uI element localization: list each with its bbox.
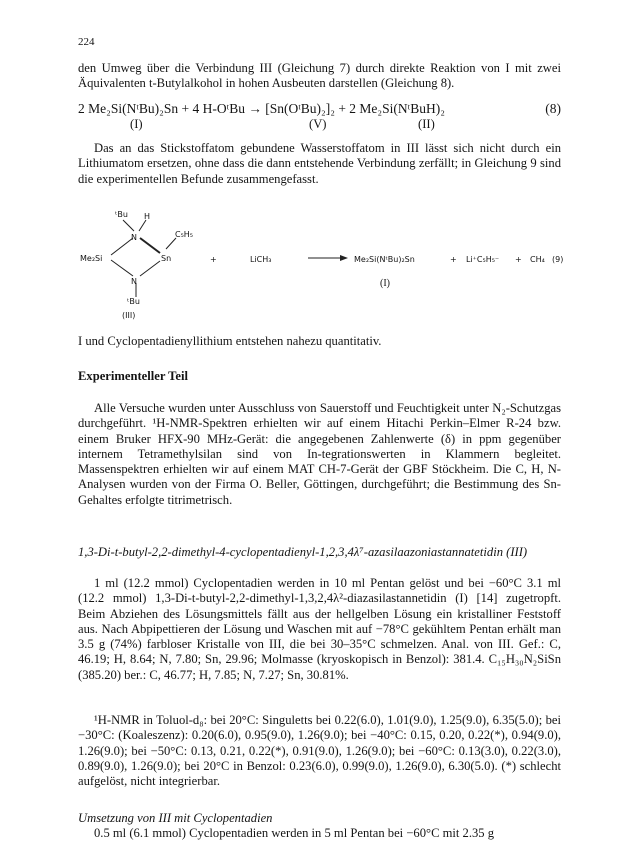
paragraph-nmr: ¹H-NMR in Toluol-d₈: bei 20°C: Singuletts bei 0.22(6.0), 1.01(9.0), 1.25(9.0), 6.35(5.0); bei −30°C: (Koaleszenz): 0.20(6.0), 0.95(9.0), 1.26(9.0); bei −40°C: 0.15, 0.20, 0.22(*), 0.94(9.0), 1.26(9.0); bei −50°C: 0.13, 0.21, 0.22(*), 0.91(9.0), 1.26(9.0); bei −60°C: 0.13(3.0), 0.22(3.0), 0.89(9.0), 1.26(9.0); bei 20°C in Benzol: 0.23(6.0), 0.99(9.0), 1.26(9.0), 6.30(5.0). (*) schlecht aufgelöst, nicht integrierbar.: [78, 713, 561, 789]
subheading-reaction: Umsetzung von III mit Cyclopentadien: [78, 811, 273, 825]
paragraph-result: I und Cyclopentadienyllithium entstehen nahezu quantitativ.: [78, 334, 382, 348]
bond-si-n-upper: [111, 238, 133, 255]
bond-si-n-lower: [111, 260, 133, 276]
plus-sign-1: +: [210, 255, 217, 264]
paragraph-nitrogen: Das an das Stickstoffatom gebundene Wasserstoffatom in III lässt sich nicht durch ein Lithiumatom ersetzen, ohne dass die dann entstehende Verbindung zerfällt; in Gleichung 9 sind die experimentellen Befunde zusammengefasst.: [78, 141, 561, 186]
label-me2si: Me₂Si: [80, 254, 103, 263]
label-tbu-bottom: ᵗBu: [127, 297, 140, 306]
arrow-head: [340, 255, 348, 261]
product-i: Me₂Si(NᵗBu)₂Sn: [354, 255, 415, 264]
label-n-lower: N: [131, 277, 137, 286]
page-number: 224: [78, 36, 95, 48]
paragraph-intro: den Umweg über die Verbindung III (Gleichung 7) durch direkte Reaktion von I mit zwei Äquivalenten t-Butylalkohol in hohen Ausbeuten darstellen (Gleichung 8).: [78, 61, 561, 91]
equation-8-label-2: (V): [309, 117, 327, 131]
label-n-upper: N: [131, 233, 137, 242]
equation-8-text: 2 Me₂Si(NᵗBu)₂Sn + 4 H-OᵗBu → [Sn(OᵗBu)₂]₂ + 2 Me₂Si(NᵗBuH)₂: [78, 101, 445, 116]
paragraph-synthesis-iii: 1 ml (12.2 mmol) Cyclopentadien werden in 10 ml Pentan gelöst und bei −60°C 3.1 ml (12.2 mmol) 1,3-Di-t-butyl-2,2-dimethyl-1,3,2,4λ²-diazasilastannetidin (I) [14] zugetropft. Beim Abziehen des Lösungsmittels fällt aus der hellgelben Lösung ein kristalliner Feststoff aus. Nach Abpipettieren der Lösung und Waschen mit auf −78°C gekühltem Pentan erhält man 3.5 g (74%) farbloser Kristalle von III, die bei 30–35°C schmelzen. Anal. von III. Gef.: C, 46.19; H, 8.64; N, 7.80; Sn, 29.96; Molmasse (kryoskopisch in Benzol): 381.4. C₁₅H₃₀N₂SiSn (385.20) ber.: C, 46.77; H, 7.85; N, 7.27; Sn, 30.81%.: [78, 576, 561, 682]
bond-n-sn-upper: [140, 238, 160, 253]
product-i-label: (I): [380, 278, 390, 289]
bond-n-sn-lower: [140, 261, 160, 276]
product-li-c5h5: Li⁺C₅H₅⁻: [466, 255, 500, 264]
compound-label-iii: (III): [122, 311, 136, 320]
paragraph-experimental: Alle Versuche wurden unter Ausschluss von Sauerstoff und Feuchtigkeit unter N₂-Schutzgas durchgeführt. ¹H-NMR-Spektren erhielten wir auf einem Hitachi Perkin–Elmer R-24 bzw. einem Bruker HFX-90 MHz-Gerät: die angegebenen Zahlenwerte (δ) in ppm gegenüber internem Tetramethylsilan sind von In-tegrationswerten in Klammern begleitet. Massenspektren erhielten wir auf einem MAT CH-7-Gerät der GBF Stöckheim. Die C, H, N-Analysen wurden von der Firma O. Beller, Göttingen, durchgeführt; die Bestimmung des Sn-Gehaltes erfolgte titrimetrisch.: [78, 401, 561, 507]
product-ch4: CH₄: [530, 255, 545, 264]
label-c5h5: C₅H₅: [175, 230, 194, 239]
label-h: H: [144, 212, 151, 221]
paragraph-reaction: 0.5 ml (6.1 mmol) Cyclopentadien werden in 5 ml Pentan bei −60°C mit 2.35 g: [94, 826, 495, 840]
equation-8-number: (8): [545, 101, 561, 116]
reagent-lich3: LiCH₃: [250, 255, 272, 264]
equation-8: [78, 101, 561, 135]
plus-sign-3: +: [515, 255, 522, 264]
equation-8-label-1: (I): [130, 117, 143, 131]
plus-sign-2: +: [450, 255, 457, 264]
section-heading-experimental: Experimenteller Teil: [78, 369, 188, 383]
equation-9-number: (9): [552, 255, 564, 264]
reaction-scheme-9: [78, 205, 564, 325]
label-sn: Sn: [161, 254, 172, 263]
equation-8-label-3: (II): [418, 117, 435, 131]
label-tbu-top: ᵗBu: [115, 210, 128, 219]
subheading-compound-iii: 1,3-Di-t-butyl-2,2-dimethyl-4-cyclopentadienyl-1,2,3,4λ⁷-azasilaazoniastannatetidin (III): [78, 545, 528, 559]
